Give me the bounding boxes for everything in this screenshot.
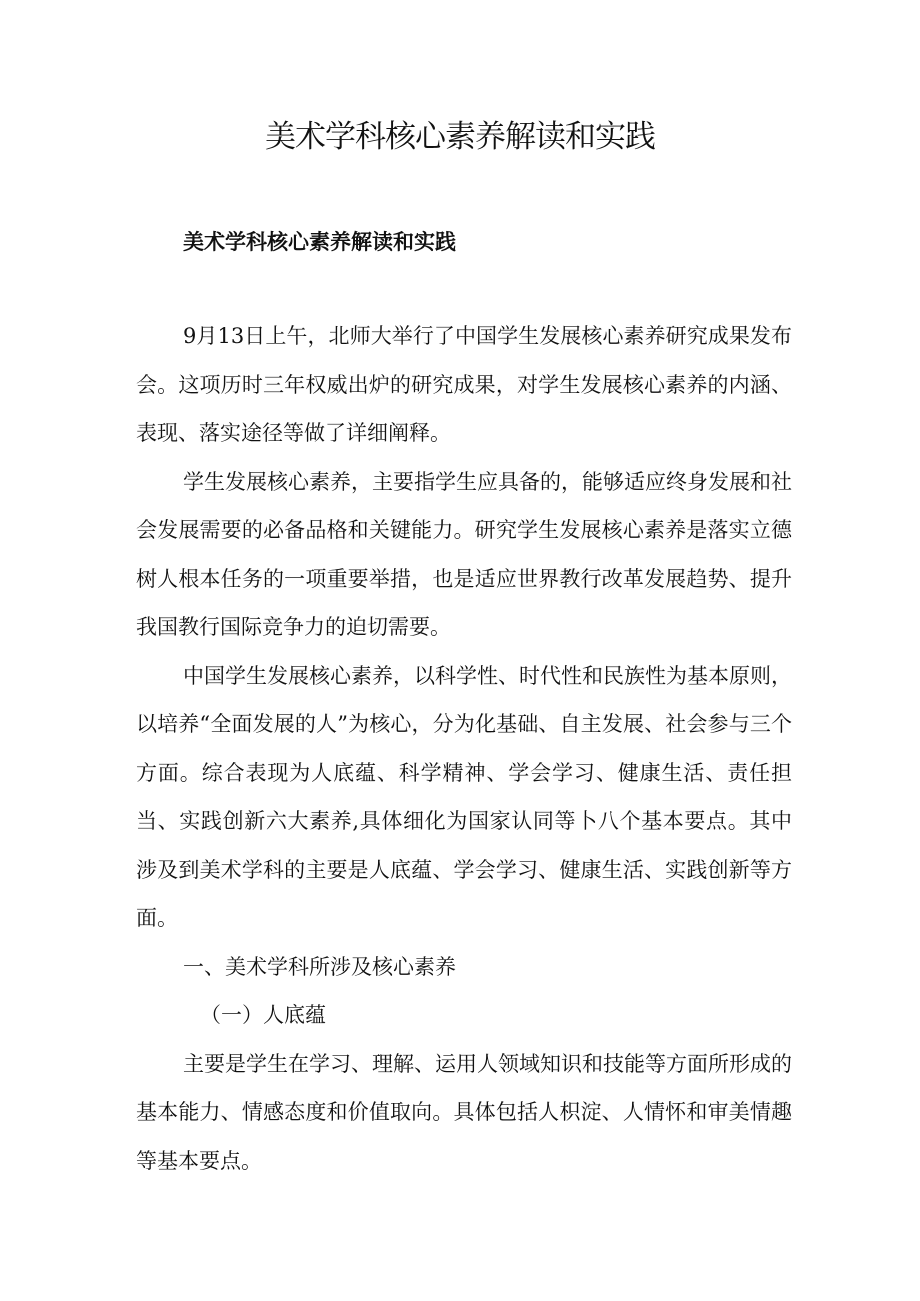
subsection-heading: （一）人底蕴 xyxy=(200,1003,326,1027)
paragraph-1: 9月13日上午，北师大举行了中国学生发展核心素养研究成果发布会。这项历时三年权威出炉的研究成果，对学生发展核心素养的内涵、表现、落实途径等做了详细阐释。 xyxy=(136,324,792,445)
section-paragraph: 主要是学生在学习、理解、运用人领域知识和技能等方面所形成的基本能力、情感态度和价值取向。具体包括人枳淀、人情怀和审美情趣等基本要点。 xyxy=(136,1051,792,1173)
paragraph-3: 中国学生发展核心素养，以科学性、时代性和民族性为基本原则，以培养“全面发展的人”为核心，分为化基础、自主发展、社会参与三个方面。综合表现为人底蕴、科学精神、学会学习、健康生活、责任担当、实践创新六大素养,具体细化为国家认同等卜八个基本要点。其中涉及到美术学科的主要是人底蕴、学会学习、健康生活、实践创新等方面。 xyxy=(136,663,792,930)
document-title: 美术学科核心素养解读和实践 xyxy=(265,119,655,155)
paragraph-2: 学生发展核心素养，主要指学生应具备的，能够适应终身发展和社会发展需要的必备品格和关键能力。研究学生发展核心素养是落实立德树人根本任务的一项重要举措，也是适应世界教行改革发展趋势、提升我国教行国际竞争力的迫切需要。 xyxy=(136,469,792,639)
document-body xyxy=(136,312,792,1185)
section-heading: 一、美术学科所涉及核心素养 xyxy=(183,954,456,979)
document-subtitle: 美术学科核心素养解读和实践 xyxy=(183,229,456,254)
